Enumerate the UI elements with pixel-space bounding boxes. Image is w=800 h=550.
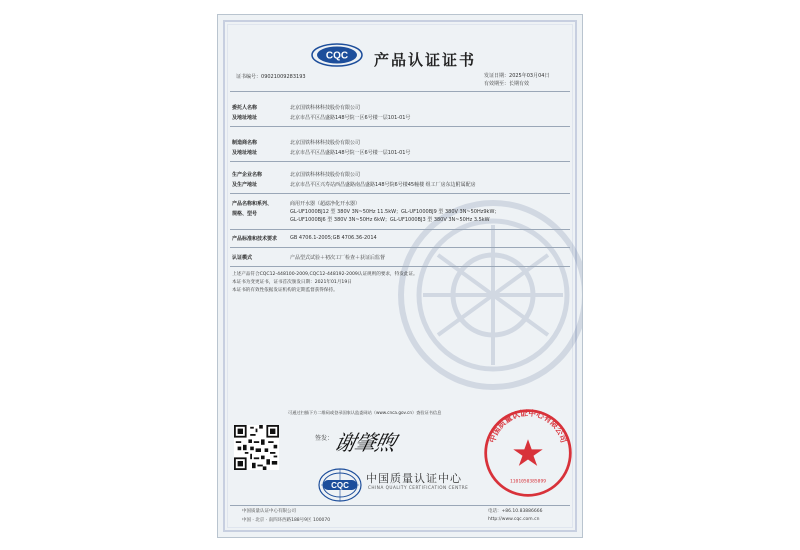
client-label: 委托人名称 xyxy=(232,105,258,111)
seal-number: 1101050385899 xyxy=(510,479,546,485)
mode-value: 产品型式试验＋初次工厂检查＋获证后监督 xyxy=(290,255,386,261)
divider xyxy=(230,161,570,162)
client-address-label: 及地址地址 xyxy=(232,115,258,121)
validity: 长期有效 xyxy=(509,81,530,87)
svg-text:中国质量认证中心有限公司 xyxy=(487,408,570,445)
model-label: 规格、型号 xyxy=(232,211,258,217)
product-label: 产品名称和系列、 xyxy=(232,201,273,207)
client-value: 北京国铁科林科技股份有限公司 xyxy=(290,105,361,111)
client-address: 北京市昌平区昌盛路148号院一区6号楼一层101-01号 xyxy=(290,115,411,121)
cqc-logo-text: CQC xyxy=(325,50,349,62)
product-line: GL-UF1000BJ6 型 380V 3N~50Hz 6kW；GL-UF1000BJ3 型 380V 3N~50Hz 3.5kW xyxy=(290,217,490,223)
cert-no-label: 证书编号： xyxy=(236,74,262,80)
factory-label: 生产企业名称 xyxy=(232,172,263,178)
divider xyxy=(230,229,570,230)
cqc-logo-icon xyxy=(311,43,363,67)
factory-address-label: 及生产地址 xyxy=(232,182,258,188)
standard-label: 产品标准和技术要求 xyxy=(232,236,278,242)
org-name-en: CHINA QUALITY CERTIFICATION CENTRE xyxy=(368,485,469,490)
maker-value: 北京国铁科林科技股份有限公司 xyxy=(290,140,361,146)
footer-website[interactable]: http://www.cqc.com.cn xyxy=(488,517,540,522)
maker-address: 北京市昌平区昌盛路148号院一区6号楼一层101-01号 xyxy=(290,150,411,156)
cqc-footer-logo-icon xyxy=(317,467,363,503)
product-line: 商用开水器（超滤净化开水器） xyxy=(290,201,361,207)
official-seal-icon xyxy=(482,407,574,499)
divider xyxy=(230,91,570,92)
certificate xyxy=(217,14,583,538)
footer-phone: 电话：+86.10.83886666 xyxy=(488,509,543,514)
note-line: 上述产品符合CQC12-448100-2009,CQC12-448192-2009认证规则的要求，特发此证。 xyxy=(232,272,418,277)
issue-date: 2025年03月04日 xyxy=(509,73,550,79)
divider xyxy=(230,247,570,248)
page-title: 产品认证证书 xyxy=(374,51,477,69)
note-line: 本证书的有效性依据发证机构的定期监督获得保持。 xyxy=(232,288,338,293)
footer-divider xyxy=(230,505,570,506)
seal-text: 中国质量认证中心有限公司 xyxy=(487,408,569,444)
standard-value: GB 4706.1-2005;GB 4706.36-2014 xyxy=(290,235,377,241)
maker-address-label: 及地址地址 xyxy=(232,150,258,156)
product-line: GL-UF1000BJ12 型 380V 3N~50Hz 11.5kW；GL-UF1000BJ9 型 380V 3N~50Hz9kW； xyxy=(290,209,500,215)
factory-value: 北京国铁科林科技股份有限公司 xyxy=(290,172,361,178)
footer-company: 中国质量认证中心有限公司 xyxy=(242,509,296,514)
divider xyxy=(230,193,570,194)
cqc-watermark-icon xyxy=(393,195,583,395)
issue-date-label: 发证日期： xyxy=(484,73,510,79)
cert-no: 09021009283193 xyxy=(261,74,306,80)
qr-hint: 可通过扫描下方二维码或登录国家认监委网站（www.cnca.gov.cn）查验证书信息 xyxy=(288,410,442,415)
signature-name: 谢肇煦 xyxy=(332,431,398,455)
signature xyxy=(332,419,420,459)
note-line: 本证书为变更证书，证书首次颁发日期：2021年01月19日 xyxy=(232,280,352,285)
cqc-footer-logo-text: CQC xyxy=(331,481,349,490)
divider xyxy=(230,266,570,267)
footer-address: 中国 · 北京 · 南四环西路188号9区 100070 xyxy=(242,518,331,523)
signature-label: 签发： xyxy=(315,435,334,442)
qr-code-icon xyxy=(234,425,279,470)
validity-label: 有效期至： xyxy=(484,81,510,87)
org-name-cn: 中国质量认证中心 xyxy=(366,472,462,485)
factory-address: 北京市昌平区兴寿站西昌盛路南昌盛路148号院6号楼45幢楼 组工厂房东边附属配房 xyxy=(290,182,476,188)
maker-label: 制造商名称 xyxy=(232,140,258,146)
divider xyxy=(230,126,570,127)
mode-label: 认证模式 xyxy=(232,255,253,261)
